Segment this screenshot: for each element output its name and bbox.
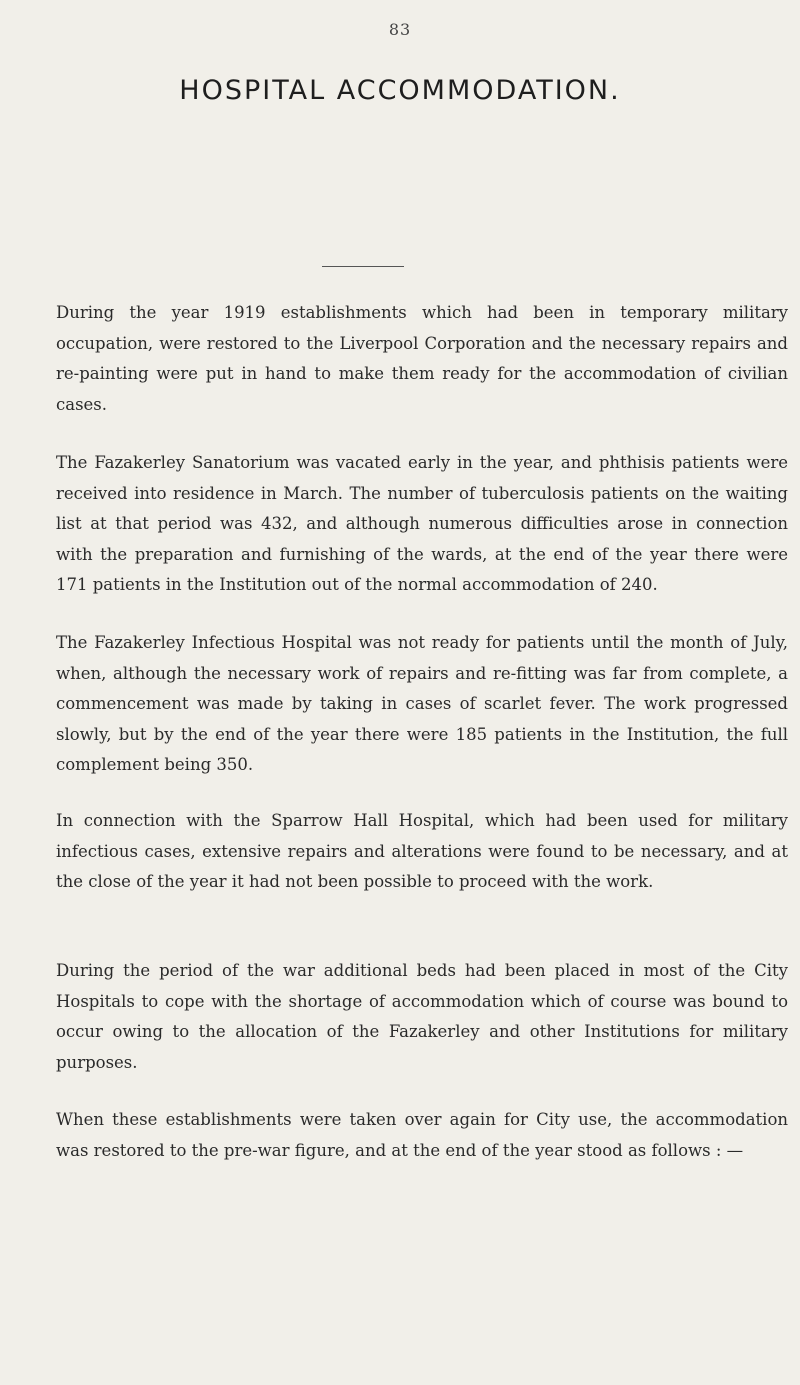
paragraph: The Fazakerley Infectious Hospital was not ready for patients until the month of July, when, although the necessary work of repairs and re-fitting was far from complete, a commencement was made by taking in cases of scarlet fever. The work progressed slowly, but by the end of the year there were 185 patients in the Institution, the full complement being 350. xyxy=(56,633,788,774)
paragraph: In connection with the Sparrow Hall Hospital, which had been used for military infectious cases, extensive repairs and alterations were found to be necessary, and at the close of the year it had not been possible to proceed with the work. xyxy=(56,811,788,891)
paragraph: When these establishments were taken over again for City use, the accommodation was restored to the pre-war figure, and at the end of the year stood as follows : — xyxy=(56,1110,788,1160)
page-title: HOSPITAL ACCOMMODATION. xyxy=(179,75,621,106)
paragraph: The Fazakerley Sanatorium was vacated early in the year, and phthisis patients were received into residence in March. The number of tuberculosis patients on the waiting list at that period was 432, and although numerous difficulties arose in connection with the preparation and furnishing of the wards, at the end of the year there were 171 patients in the Institution out of the normal accommodation of 240. xyxy=(56,453,788,594)
paragraph: During the year 1919 establishments which had been in temporary military occupation, were restored to the Liverpool Corporation and the necessary repairs and re-painting were put in hand to make them ready for the accommodation of civilian cases. xyxy=(56,303,788,414)
page-number: 83 xyxy=(388,20,412,39)
paragraph: During the period of the war additional beds had been placed in most of the City Hospitals to cope with the shortage of accommodation which of course was bound to occur owing to the allocation of the Fazakerley and other Institutions for military purposes. xyxy=(56,961,788,1072)
title-divider xyxy=(322,266,404,267)
